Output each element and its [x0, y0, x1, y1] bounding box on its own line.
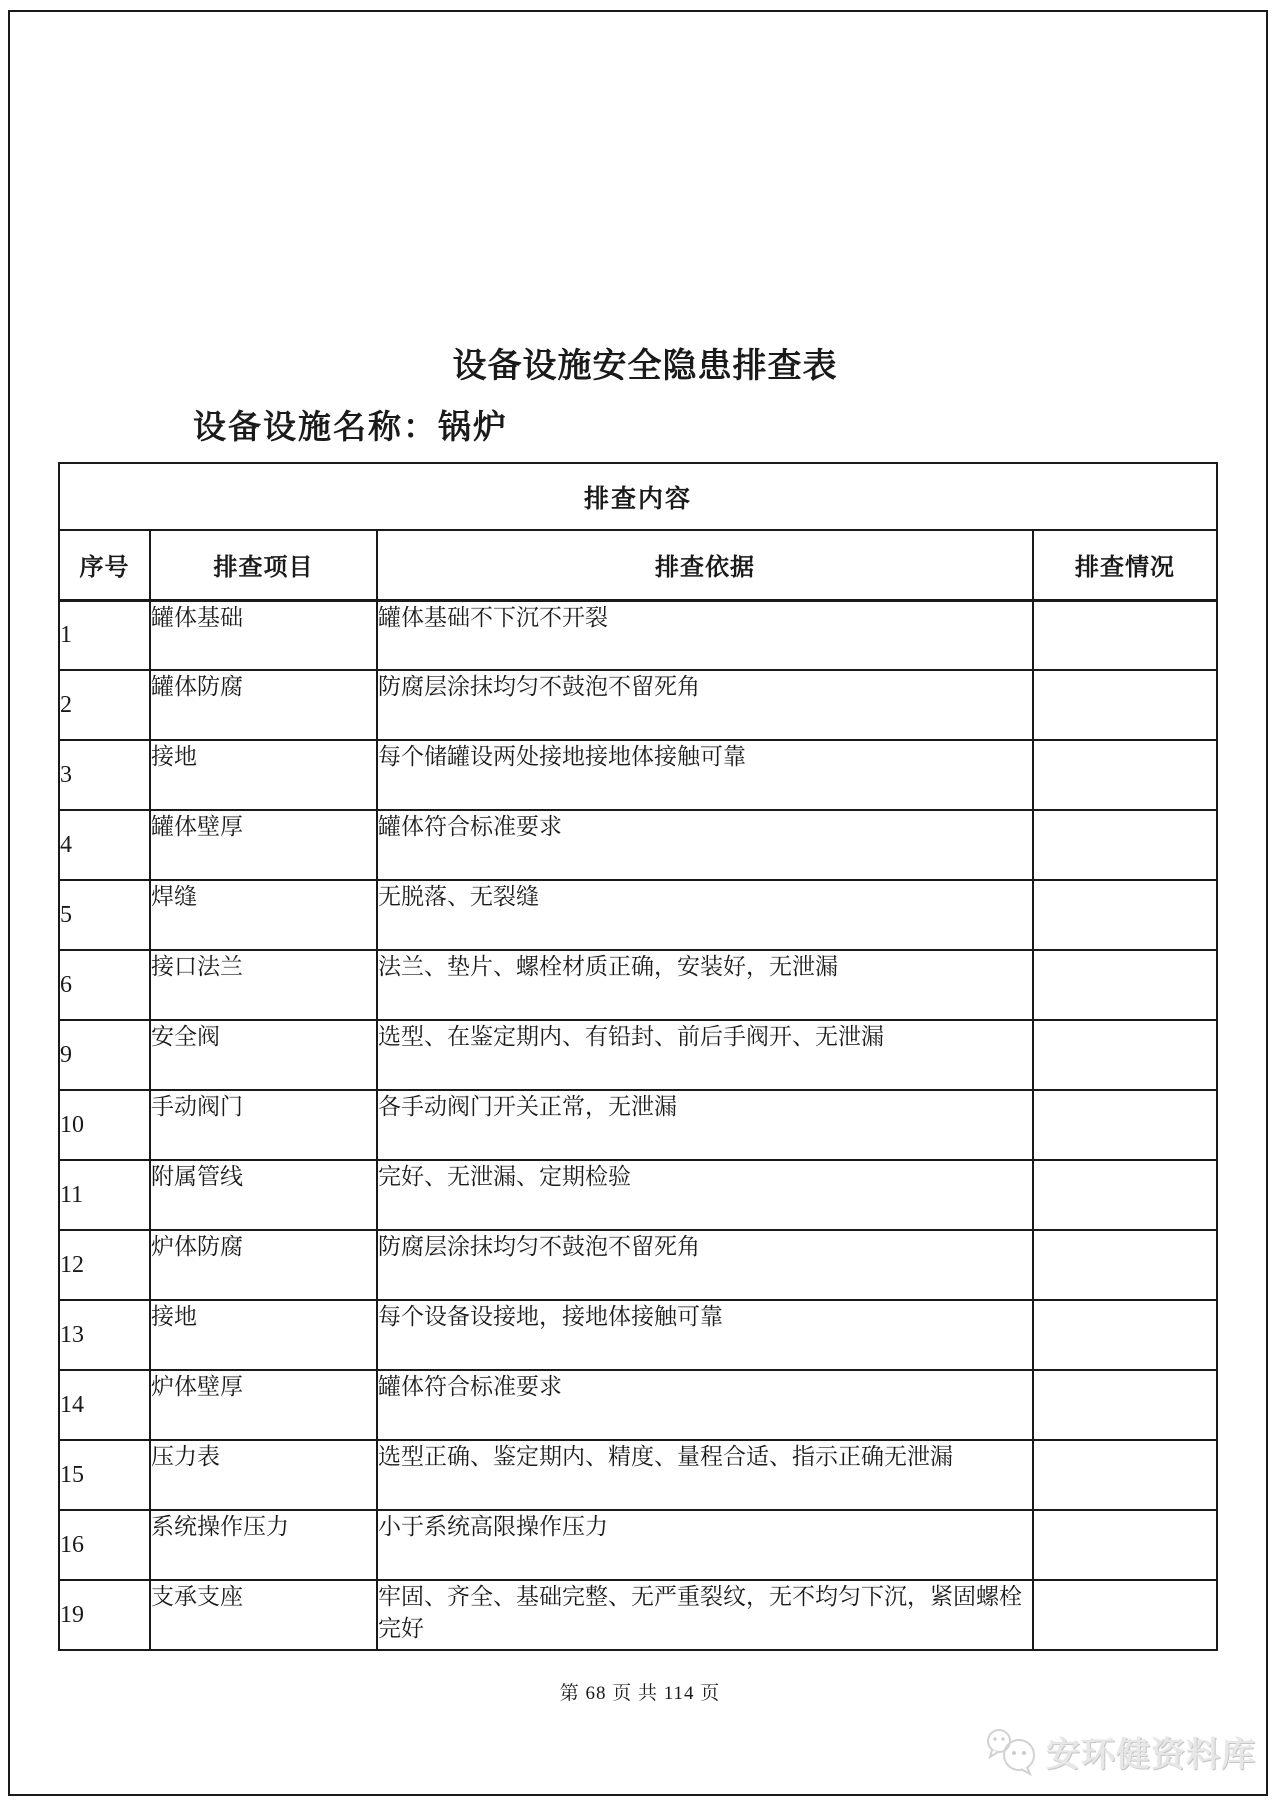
- table-row: [59, 950, 1217, 1020]
- column-header-no: 序号: [59, 530, 150, 600]
- basis-cell: 完好、无泄漏、定期检验: [377, 1160, 1033, 1230]
- basis-cell: 每个设备设接地，接地体接触可靠: [377, 1300, 1033, 1370]
- basis-cell: 法兰、垫片、螺栓材质正确，安装好，无泄漏: [377, 950, 1033, 1020]
- item-cell: 炉体防腐: [150, 1230, 377, 1300]
- status-cell: [1033, 1440, 1217, 1510]
- row-number-cell: 5: [59, 880, 150, 950]
- table-row: [59, 1090, 1217, 1160]
- row-number-cell: 15: [59, 1440, 150, 1510]
- row-number-cell: 2: [59, 670, 150, 740]
- table-row: [59, 1020, 1217, 1090]
- status-cell: [1033, 1510, 1217, 1580]
- status-cell: [1033, 670, 1217, 740]
- watermark-text: 安环健资料库: [1046, 1736, 1256, 1774]
- item-cell: 接口法兰: [150, 950, 377, 1020]
- row-number-cell: 13: [59, 1300, 150, 1370]
- item-cell: 罐体基础: [150, 600, 377, 670]
- basis-cell: 罐体符合标准要求: [377, 1370, 1033, 1440]
- basis-cell: 防腐层涂抹均匀不鼓泡不留死角: [377, 1230, 1033, 1300]
- table-row: [59, 1510, 1217, 1580]
- table-row: [59, 740, 1217, 810]
- item-cell: 附属管线: [150, 1160, 377, 1230]
- table-row: [59, 1300, 1217, 1370]
- status-cell: [1033, 1160, 1217, 1230]
- row-number-cell: 9: [59, 1020, 150, 1090]
- table-row: [59, 670, 1217, 740]
- table-row: [59, 880, 1217, 950]
- basis-cell: 罐体符合标准要求: [377, 810, 1033, 880]
- row-number-cell: 16: [59, 1510, 150, 1580]
- table-row: [59, 600, 1217, 670]
- basis-cell: 无脱落、无裂缝: [377, 880, 1033, 950]
- table-row: [59, 1440, 1217, 1510]
- basis-cell: 每个储罐设两处接地接地体接触可靠: [377, 740, 1033, 810]
- basis-cell: 防腐层涂抹均匀不鼓泡不留死角: [377, 670, 1033, 740]
- item-cell: 焊缝: [150, 880, 377, 950]
- item-cell: 压力表: [150, 1440, 377, 1510]
- inspection-table: [58, 462, 1218, 1651]
- status-cell: [1033, 950, 1217, 1020]
- table-row: [59, 1370, 1217, 1440]
- row-number-cell: 4: [59, 810, 150, 880]
- row-number-cell: 14: [59, 1370, 150, 1440]
- basis-cell: 罐体基础不下沉不开裂: [377, 600, 1033, 670]
- table-span-header: 排查内容: [59, 463, 1217, 530]
- item-cell: 系统操作压力: [150, 1510, 377, 1580]
- item-cell: 接地: [150, 1300, 377, 1370]
- column-header-basis: 排查依据: [377, 530, 1033, 600]
- row-number-cell: 6: [59, 950, 150, 1020]
- row-number-cell: 12: [59, 1230, 150, 1300]
- item-cell: 支承支座: [150, 1580, 377, 1650]
- basis-cell: 选型、在鉴定期内、有铅封、前后手阀开、无泄漏: [377, 1020, 1033, 1090]
- table-row: [59, 810, 1217, 880]
- table-row: [59, 1580, 1217, 1650]
- document-title: 设备设施安全隐患排查表: [452, 348, 838, 385]
- watermark: [982, 1726, 1256, 1776]
- row-number-cell: 1: [59, 600, 150, 670]
- row-number-cell: 10: [59, 1090, 150, 1160]
- column-header-row: [59, 530, 1217, 600]
- column-header-item: 排查项目: [150, 530, 377, 600]
- row-number-cell: 3: [59, 740, 150, 810]
- item-cell: 炉体壁厚: [150, 1370, 377, 1440]
- row-number-cell: 19: [59, 1580, 150, 1650]
- status-cell: [1033, 1090, 1217, 1160]
- status-cell: [1033, 810, 1217, 880]
- status-cell: [1033, 1230, 1217, 1300]
- basis-cell: 选型正确、鉴定期内、精度、量程合适、指示正确无泄漏: [377, 1440, 1033, 1510]
- item-cell: 罐体防腐: [150, 670, 377, 740]
- status-cell: [1033, 600, 1217, 670]
- basis-cell: 小于系统高限操作压力: [377, 1510, 1033, 1580]
- basis-cell: 牢固、齐全、基础完整、无严重裂纹，无不均匀下沉，紧固螺栓完好: [377, 1580, 1033, 1650]
- table-row: [59, 1160, 1217, 1230]
- status-cell: [1033, 740, 1217, 810]
- page-number: 第 68 页 共 114 页: [559, 1683, 721, 1704]
- table-span-header-row: [59, 463, 1217, 530]
- table-row: [59, 1230, 1217, 1300]
- row-number-cell: 11: [59, 1160, 150, 1230]
- status-cell: [1033, 1300, 1217, 1370]
- table-body: [59, 600, 1217, 1650]
- status-cell: [1033, 880, 1217, 950]
- basis-cell: 各手动阀门开关正常，无泄漏: [377, 1090, 1033, 1160]
- equipment-name-line: 设备设施名称：锅炉: [193, 410, 508, 446]
- status-cell: [1033, 1370, 1217, 1440]
- column-header-status: 排查情况: [1033, 530, 1217, 600]
- item-cell: 接地: [150, 740, 377, 810]
- status-cell: [1033, 1580, 1217, 1650]
- chat-bubbles-logo-icon: [982, 1726, 1040, 1776]
- item-cell: 罐体壁厚: [150, 810, 377, 880]
- status-cell: [1033, 1020, 1217, 1090]
- item-cell: 手动阀门: [150, 1090, 377, 1160]
- item-cell: 安全阀: [150, 1020, 377, 1090]
